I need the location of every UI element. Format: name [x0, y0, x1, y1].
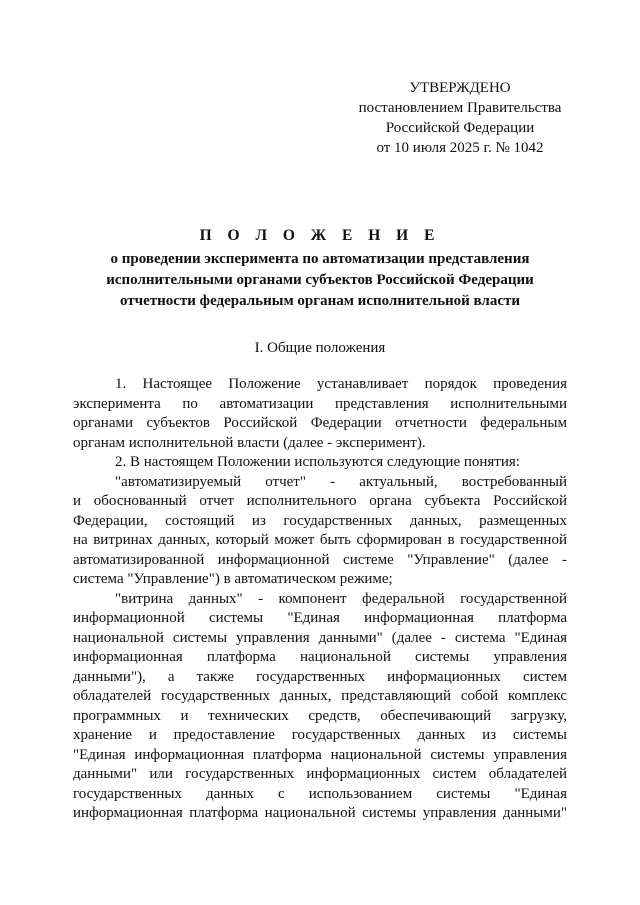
body-line: 2. В настоящем Положении используются следующие понятия: [115, 454, 520, 470]
body-line: 1. Настоящее Положение устанавливает порядок проведения [115, 376, 567, 392]
body-line: автоматизированной информационной системе "Управление" (далее - [73, 551, 567, 568]
body-line: Федерации, состоящий из государственных данных, размещенных [73, 512, 567, 529]
body-line: система "Управление") в автоматическом режиме; [73, 571, 393, 587]
body-line: информационной системы "Единая информационная платформа [73, 610, 567, 626]
body-line: органами субъектов Российской Федерации отчетности федеральным [73, 415, 567, 431]
subtitle-line: отчетности федеральным органам исполнительной власти [119, 293, 521, 309]
body-line: информационная платформа национальной системы управления [73, 649, 567, 665]
document-subtitle [70, 249, 570, 312]
body-line: "витрина данных" - компонент федеральной государственной [115, 590, 567, 607]
body-line: программных и технических средств, обеспечивающий загрузку, [73, 707, 567, 724]
body-line: на витринах данных, который может быть сформирован в государственной [73, 532, 567, 548]
body-line: хранение и предоставление государственных данных из системы [73, 727, 567, 743]
body-text [73, 375, 567, 824]
body-line: "автоматизируемый отчет" - актуальный, востребованный [115, 473, 567, 490]
body-line: данными"), а также государственных информационных систем [73, 668, 567, 685]
subtitle-line: исполнительными органами субъектов Российской Федерации [106, 272, 534, 288]
section-title: I. Общие положения [254, 340, 386, 356]
body-line: национальной системы управления данными" (далее - система "Единая [73, 629, 567, 646]
subtitle-line: о проведении эксперимента по автоматизации представления [110, 251, 530, 267]
body-line: и обоснованный отчет исполнительного органа субъекта Российской [73, 493, 567, 509]
body-line: информационная платформа национальной системы управления данными" [73, 805, 567, 821]
approval-title: УТВЕРЖДЕНО [409, 80, 511, 96]
body-line: данными" или государственных информационных систем обладателей [73, 766, 567, 782]
body-line: "Единая информационная платформа национальной системы управления [73, 746, 567, 763]
approval-line-1: постановлением Правительства [358, 100, 562, 116]
approval-line-2: Российской Федерации [385, 120, 535, 136]
body-line: государственных данных с использованием системы "Единая [73, 785, 567, 802]
approval-stamp [330, 78, 590, 158]
body-line: обладателей государственных данных, представляющий собой комплекс [73, 688, 567, 704]
approval-line-3: от 10 июля 2025 г. № 1042 [376, 140, 544, 156]
body-line: эксперимента по автоматизации представления исполнительными [73, 395, 567, 412]
body-line: органам исполнительной власти (далее - эксперимент). [73, 434, 426, 451]
document-heading: П О Л О Ж Е Н И Е [199, 227, 441, 244]
